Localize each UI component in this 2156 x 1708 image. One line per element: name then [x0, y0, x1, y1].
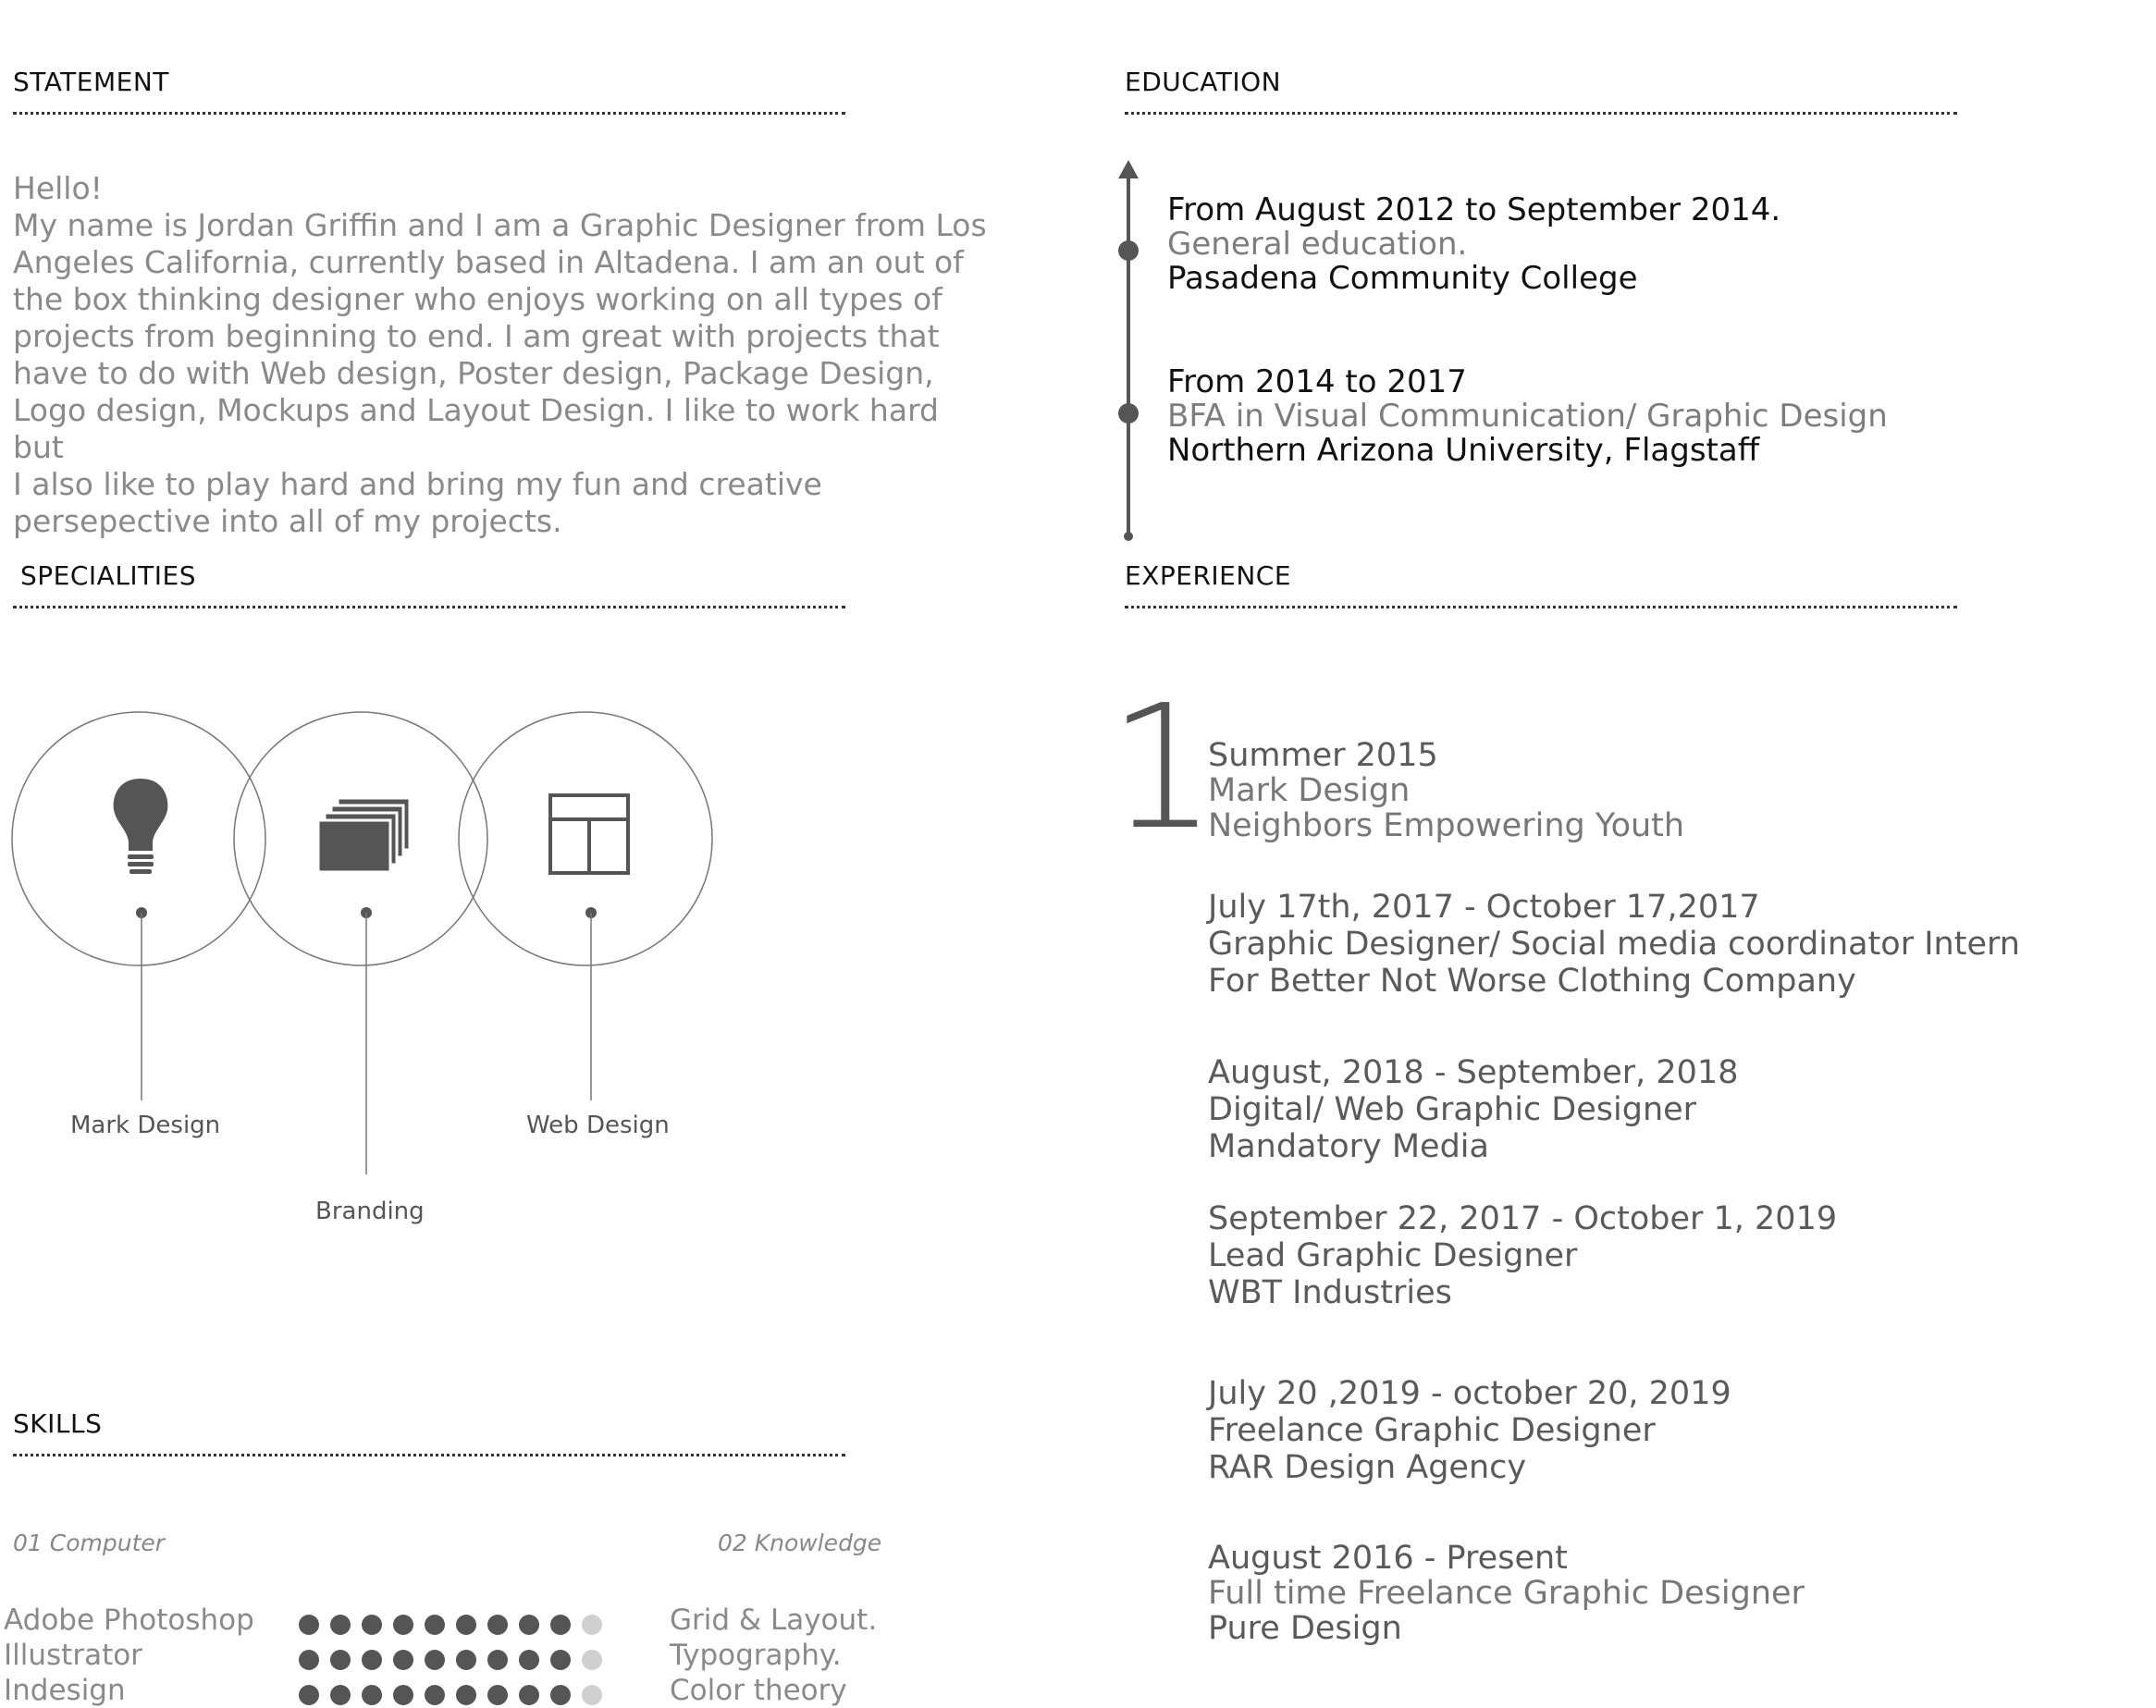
- skills-computer-title: 01 Computer: [13, 1530, 166, 1556]
- experience-role: Graphic Designer/ Social media coordinator Intern: [1208, 926, 2020, 963]
- skill-dot-filled: [393, 1650, 413, 1670]
- experience-entry: [1208, 1200, 1837, 1311]
- experience-company: Mandatory Media: [1208, 1128, 1489, 1165]
- layout-icon: [550, 795, 628, 873]
- skill-dot-filled: [425, 1615, 445, 1635]
- education-entry: [1167, 365, 1888, 468]
- skill-dot-filled: [330, 1650, 351, 1670]
- education-entry: [1167, 193, 1780, 296]
- skill-dot-filled: [456, 1650, 476, 1670]
- skill-dot-filled: [393, 1615, 413, 1635]
- skill-dot-filled: [487, 1615, 508, 1635]
- education-period: From 2014 to 2017: [1167, 363, 1467, 400]
- skill-dot-empty: [582, 1615, 602, 1635]
- skill-dot-filled: [393, 1685, 413, 1705]
- skill-dot-filled: [550, 1615, 571, 1635]
- skill-dot-filled: [425, 1650, 445, 1670]
- experience-period: September 22, 2017 - October 1, 2019: [1208, 1200, 1838, 1237]
- skill-dot-filled: [330, 1615, 351, 1635]
- skill-name: Indesign: [4, 1674, 126, 1707]
- speciality-circle: [459, 712, 712, 965]
- experience-role: Lead Graphic Designer: [1208, 1237, 1578, 1274]
- skill-dot-filled: [550, 1685, 571, 1705]
- experience-role: Full time Freelance Graphic Designer: [1208, 1575, 1805, 1612]
- education-period: From August 2012 to September 2014.: [1167, 191, 1781, 228]
- skill-dot-filled: [299, 1685, 319, 1705]
- skill-dot-filled: [550, 1650, 571, 1670]
- timeline-end: [1124, 532, 1133, 541]
- skill-dot-filled: [362, 1650, 382, 1670]
- skill-dot-empty: [582, 1685, 602, 1705]
- education-timeline: [1110, 153, 1147, 550]
- skill-dot-filled: [330, 1685, 351, 1705]
- skill-dot-filled: [519, 1685, 539, 1705]
- education-school: Northern Arizona University, Flagstaff: [1167, 432, 1760, 469]
- skill-dot-filled: [487, 1685, 508, 1705]
- skill-dot-filled: [299, 1615, 319, 1635]
- experience-entry: [1208, 1540, 1805, 1647]
- timeline-node: [1118, 240, 1139, 261]
- specialities-heading: SPECIALITIES: [20, 560, 196, 591]
- experience-role: Mark Design: [1208, 772, 1411, 809]
- skills-knowledge-title: 02 Knowledge: [718, 1530, 882, 1556]
- skill-dot-filled: [362, 1615, 382, 1635]
- statement-heading: STATEMENT: [13, 67, 169, 97]
- skill-dot-filled: [519, 1650, 539, 1670]
- experience-entry: [1208, 737, 1684, 844]
- experience-period: July 20 ,2019 - october 20, 2019: [1208, 1375, 1731, 1412]
- knowledge-item: Typography.: [670, 1639, 842, 1672]
- speciality-label-branding: Branding: [315, 1198, 425, 1225]
- experience-role: Freelance Graphic Designer: [1208, 1412, 1656, 1449]
- skill-name: Illustrator: [4, 1639, 142, 1672]
- education-school: Pasadena Community College: [1167, 260, 1638, 297]
- experience-company: For Better Not Worse Clothing Company: [1208, 963, 1856, 1000]
- skill-dot-filled: [456, 1615, 476, 1635]
- experience-number: 1: [1108, 668, 1217, 867]
- skill-dot-filled: [519, 1615, 539, 1635]
- stacked-cards-icon: [318, 798, 410, 872]
- skill-dot-empty: [582, 1650, 602, 1670]
- knowledge-item: Color theory: [670, 1674, 847, 1707]
- knowledge-item: Grid & Layout.: [670, 1604, 878, 1637]
- skills-divider: [13, 1454, 845, 1456]
- skill-name: Adobe Photoshop: [4, 1604, 254, 1637]
- experience-period: August, 2018 - September, 2018: [1208, 1054, 1739, 1091]
- lightbulb-icon: [114, 779, 168, 874]
- education-heading: EDUCATION: [1125, 67, 1282, 97]
- experience-company: RAR Design Agency: [1208, 1449, 1527, 1486]
- timeline-node: [1118, 403, 1139, 424]
- skills-heading: SKILLS: [13, 1408, 103, 1439]
- experience-entry: [1208, 889, 2020, 1000]
- specialities-divider: [13, 606, 845, 608]
- speciality-label-web-design: Web Design: [526, 1112, 670, 1139]
- experience-period: August 2016 - Present: [1208, 1540, 1568, 1577]
- experience-role: Digital/ Web Graphic Designer: [1208, 1091, 1697, 1128]
- skill-dot-filled: [299, 1650, 319, 1670]
- experience-divider: [1125, 606, 1957, 608]
- experience-period: Summer 2015: [1208, 737, 1438, 774]
- experience-heading: EXPERIENCE: [1125, 560, 1292, 591]
- skill-dot-filled: [425, 1685, 445, 1705]
- skill-dot-filled: [362, 1685, 382, 1705]
- experience-company: Pure Design: [1208, 1610, 1402, 1647]
- experience-company: WBT Industries: [1208, 1274, 1452, 1311]
- skill-dot-filled: [487, 1650, 508, 1670]
- experience-entry: [1208, 1054, 1738, 1165]
- skill-dot-filled: [456, 1685, 476, 1705]
- education-program: General education.: [1167, 226, 1468, 263]
- experience-period: July 17th, 2017 - October 17,2017: [1208, 889, 1760, 926]
- statement-divider: [13, 112, 845, 115]
- education-divider: [1125, 112, 1957, 115]
- experience-company: Neighbors Empowering Youth: [1208, 807, 1685, 844]
- education-program: BFA in Visual Communication/ Graphic Design: [1167, 398, 1888, 435]
- statement-text: Hello! My name is Jordan Griffin and I am a Graphic Designer from Los Angeles California, currently based in Altadena. I am an out of the box thinking designer who enjoys working on all types of projects from beginning to end. I am great with projects that have to do with Web design, Poster design, Package Design, Logo design, Mockups and Layout Design. I like to work hard but I also like to play hard and bring my fun and creative persepective into all of my projects.: [13, 170, 987, 539]
- experience-entry: [1208, 1375, 1731, 1486]
- speciality-label-mark-design: Mark Design: [70, 1112, 221, 1139]
